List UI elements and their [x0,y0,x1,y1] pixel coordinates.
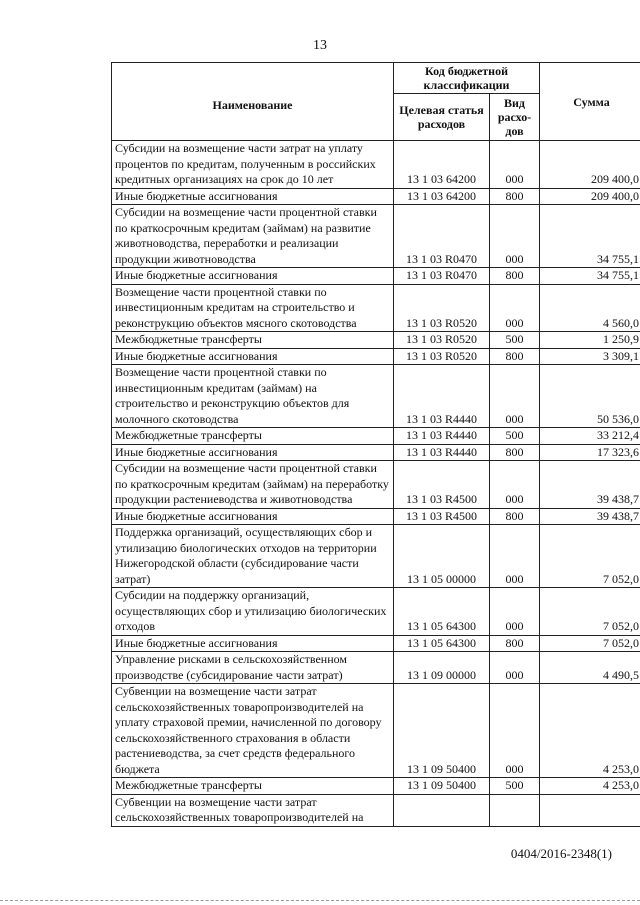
row-amount: 4 560,0 [540,284,640,332]
cut-line [0,900,640,901]
row-name: Межбюджетные трансферты [112,428,394,445]
row-code: 13 1 09 50400 [394,778,490,795]
row-code: 13 1 03 R0470 [394,205,490,268]
row-code [394,794,490,826]
row-expense-type: 800 [490,188,540,205]
row-code: 13 1 03 R0520 [394,332,490,349]
table-row [112,188,640,205]
row-name: Иные бюджетные ассигнования [112,508,394,525]
row-expense-type: 800 [490,348,540,365]
table-row [112,461,640,509]
row-code: 13 1 03 R0520 [394,284,490,332]
table-row [112,684,640,778]
row-amount: 39 438,7 [540,508,640,525]
row-code: 13 1 03 R4440 [394,428,490,445]
row-name: Субсидии на возмещение части затрат на уплату процентов по кредитам, полученным в российских кредитных организациях на срок до 10 лет [112,141,394,189]
row-amount: 7 052,0 [540,588,640,636]
row-name: Межбюджетные трансферты [112,332,394,349]
row-expense-type: 000 [490,684,540,778]
row-name: Субсидии на поддержку организаций, осуществляющих сбор и утилизацию биологических отходов [112,588,394,636]
table-row [112,635,640,652]
row-amount: 39 438,7 [540,461,640,509]
row-amount: 4 253,0 [540,684,640,778]
row-name: Иные бюджетные ассигнования [112,188,394,205]
header-expense-type: Вид расхо-дов [490,94,540,141]
row-name: Субсидии на возмещение части процентной ставки по краткосрочным кредитам (займам) на переработку продукции растениеводства и животноводства [112,461,394,509]
row-code: 13 1 03 R0470 [394,268,490,285]
row-expense-type: 000 [490,652,540,684]
budget-table [111,62,640,827]
row-name: Поддержка организаций, осуществляющих сбор и утилизацию биологических отходов на территории Нижегородской области (субсидирование части затрат) [112,525,394,588]
row-amount [540,794,640,826]
row-expense-type [490,794,540,826]
row-expense-type: 000 [490,205,540,268]
row-amount: 209 400,0 [540,188,640,205]
row-amount: 33 212,4 [540,428,640,445]
row-expense-type: 000 [490,365,540,428]
row-name: Субсидии на возмещение части процентной ставки по краткосрочным кредитам (займам) на развитие животноводства, переработки и реализации продукции животноводства [112,205,394,268]
row-name: Межбюджетные трансферты [112,778,394,795]
row-amount: 209 400,0 [540,141,640,189]
header-code-group: Код бюджетной классификации [394,63,540,94]
row-expense-type: 000 [490,525,540,588]
table-row [112,428,640,445]
document-code: 0404/2016-2348(1) [510,846,612,861]
row-amount: 1 250,9 [540,332,640,349]
table-row [112,205,640,268]
row-name: Управление рисками в сельскохозяйственном производстве (субсидирование части затрат) [112,652,394,684]
header-amount: Сумма [540,63,640,141]
row-name: Иные бюджетные ассигнования [112,444,394,461]
row-expense-type: 000 [490,284,540,332]
row-code: 13 1 09 00000 [394,652,490,684]
row-expense-type: 800 [490,635,540,652]
row-code: 13 1 03 R0520 [394,348,490,365]
page-number: 13 [313,38,327,53]
row-amount: 34 755,1 [540,268,640,285]
row-code: 13 1 03 64200 [394,141,490,189]
table-row [112,778,640,795]
row-code: 13 1 05 64300 [394,635,490,652]
table-row [112,652,640,684]
row-code: 13 1 05 00000 [394,525,490,588]
row-code: 13 1 09 50400 [394,684,490,778]
row-code: 13 1 03 64200 [394,188,490,205]
table-row [112,332,640,349]
row-expense-type: 500 [490,778,540,795]
row-name: Иные бюджетные ассигнования [112,348,394,365]
row-name: Возмещение части процентной ставки по инвестиционным кредитам (займам) на строительство и реконструкцию объектов для молочного скотоводства [112,365,394,428]
row-expense-type: 800 [490,444,540,461]
row-amount: 7 052,0 [540,525,640,588]
row-amount: 17 323,6 [540,444,640,461]
row-name: Иные бюджетные ассигнования [112,635,394,652]
table-row [112,794,640,826]
header-target-article: Целевая статья расходов [394,94,490,141]
table-row [112,141,640,189]
table-row [112,508,640,525]
row-expense-type: 500 [490,332,540,349]
table-row [112,365,640,428]
row-expense-type: 000 [490,461,540,509]
table-row [112,268,640,285]
row-expense-type: 800 [490,508,540,525]
table-row [112,588,640,636]
header-name: Наименование [112,63,394,141]
row-amount: 7 052,0 [540,635,640,652]
table-row [112,284,640,332]
table-row [112,444,640,461]
row-expense-type: 800 [490,268,540,285]
row-amount: 4 490,5 [540,652,640,684]
row-amount: 3 309,1 [540,348,640,365]
row-expense-type: 500 [490,428,540,445]
row-expense-type: 000 [490,588,540,636]
row-amount: 4 253,0 [540,778,640,795]
row-code: 13 1 03 R4440 [394,365,490,428]
table-row [112,525,640,588]
row-code: 13 1 05 64300 [394,588,490,636]
row-amount: 50 536,0 [540,365,640,428]
row-name: Возмещение части процентной ставки по инвестиционным кредитам на строительство и реконструкцию объектов мясного скотоводства [112,284,394,332]
row-code: 13 1 03 R4440 [394,444,490,461]
table-row [112,348,640,365]
row-name: Субвенции на возмещение части затрат сельскохозяйственных товаропроизводителей на уплату страховой премии, начисленной по договору сельскохозяйственного страхования в области растениеводства, за счет средств федерального бюджета [112,684,394,778]
row-code: 13 1 03 R4500 [394,508,490,525]
row-amount: 34 755,1 [540,205,640,268]
row-expense-type: 000 [490,141,540,189]
row-name: Субвенции на возмещение части затрат сельскохозяйственных товаропроизводителей на [112,794,394,826]
row-name: Иные бюджетные ассигнования [112,268,394,285]
row-code: 13 1 03 R4500 [394,461,490,509]
